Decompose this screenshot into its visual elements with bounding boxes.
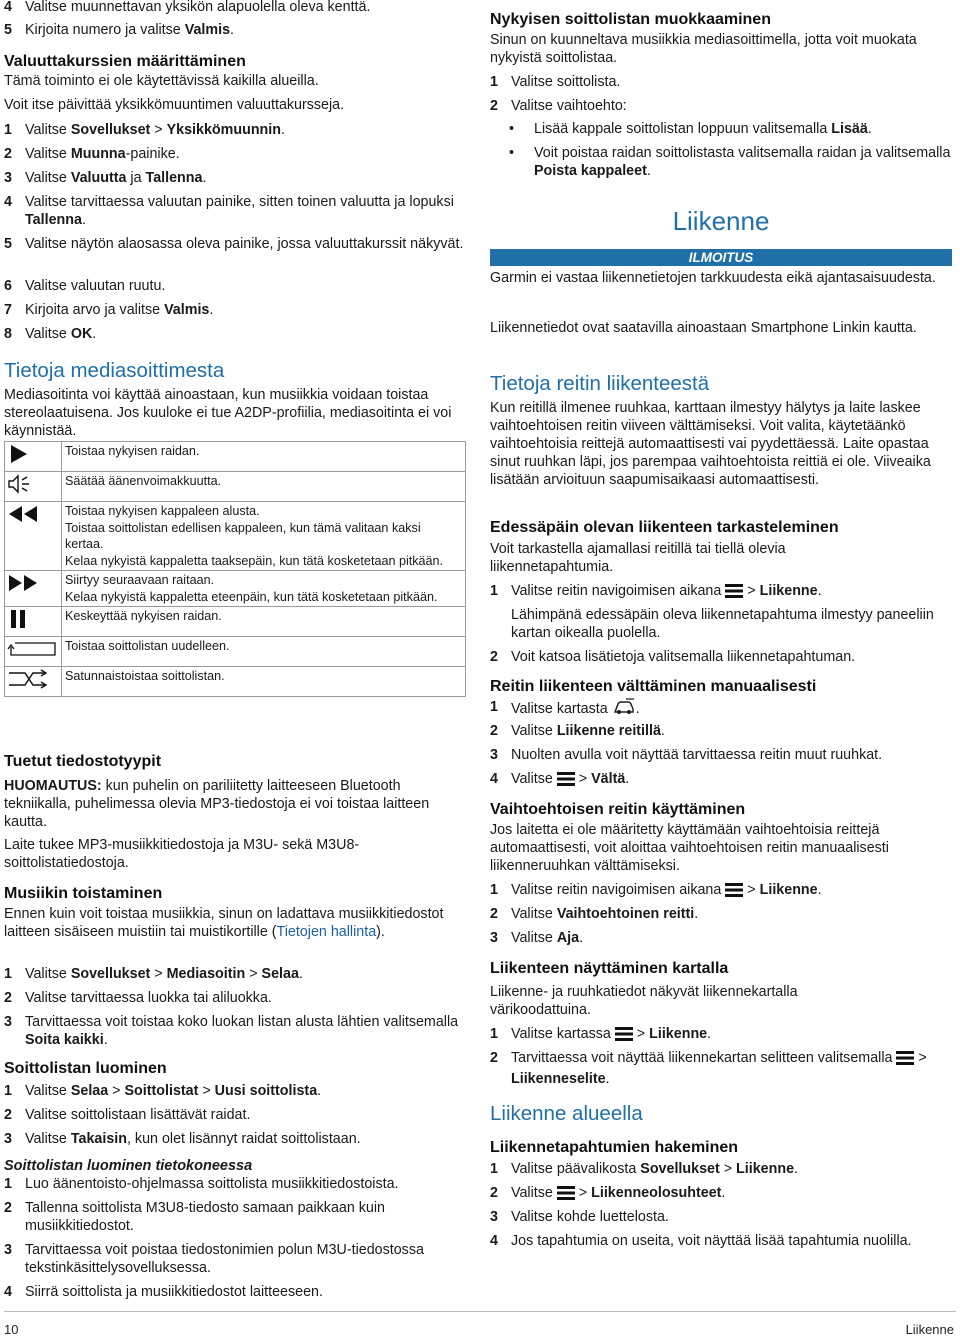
- list-item: 1 Valitse kartassa > Liikenne.: [490, 1025, 952, 1046]
- pause-icon[interactable]: [7, 608, 59, 630]
- control-description: Toistaa soittolistan uudelleen.: [65, 639, 230, 653]
- paragraph: Liikennetiedot ovat saatavilla ainoastaan Smartphone Linkin kautta.: [490, 320, 917, 336]
- list-item: 2 Valitse tarvittaessa luokka tai aliluokka.: [4, 990, 272, 1006]
- list-item: 3 Valitse Takaisin, kun olet lisännyt raidat soittolistaan.: [4, 1131, 361, 1147]
- list-item: 2 Valitse Muunna-painike.: [4, 146, 180, 162]
- icon-cell: [5, 571, 62, 607]
- list-item: 1 Valitse Sovellukset > Yksikkömuunnin.: [4, 122, 285, 138]
- list-item: 5 Kirjoita numero ja valitse Valmis.: [4, 22, 235, 38]
- notice-banner: ILMOITUS: [490, 249, 952, 266]
- list-item: 1 Valitse kartasta .: [490, 698, 952, 721]
- table-row: [5, 442, 466, 472]
- description-cell: [62, 667, 466, 697]
- controls-table: [4, 441, 466, 697]
- icon-cell: [5, 667, 62, 697]
- control-description: Toistaa nykyisen raidan.: [65, 444, 200, 458]
- list-item: 1 Luo äänentoisto-ohjelmassa soittolista musiikkitiedostoista.: [4, 1176, 399, 1192]
- list-item: 3 Valitse kohde luettelosta.: [490, 1209, 669, 1225]
- control-description: Kelaa nykyistä kappaletta eteenpäin, kun tätä kosketetaan pitkään.: [65, 589, 438, 604]
- section-heading: Liikennetapahtumien hakeminen: [490, 1139, 739, 1156]
- control-description: Kelaa nykyistä kappaletta taaksepäin, kun tätä kosketetaan pitkään.: [65, 553, 444, 568]
- section-heading: Reitin liikenteen välttäminen manuaalisesti: [490, 678, 817, 695]
- table-row: [5, 502, 466, 571]
- bullet-item: • Lisää kappale soittolistan loppuun valitsemalla Lisää.: [490, 120, 952, 138]
- repeat-icon[interactable]: [7, 638, 59, 660]
- note-paragraph: HUOMAUTUS: kun puhelin on pariliitetty laitteeseen Bluetooth tekniikalla, puhelimessa olevia MP3-tiedostoja ei voi toistaa laitteen kautta.: [4, 778, 430, 830]
- paragraph: Ennen kuin voit toistaa musiikkia, sinun on ladattava musiikkitiedostot laitteen sisäiseen muistiin tai muistikortille (Tietojen hallinta).: [4, 906, 444, 940]
- section-heading: Tietoja mediasoittimesta: [4, 359, 225, 382]
- paragraph: Kun reitillä ilmenee ruuhkaa, karttaan ilmestyy hälytys ja laite laskee vaihtoehtoisen reitin viiveen välttämiseksi. Voit valita, käytetäänkö vaihtoehtoisia reittejä automaattisesti vai pyydettäessä. Laite opastaa sinut ruuhkan läpi, jos parempaa vaihtoehtoista reittiä ei ole. Viiveaika lisätään arvioituun saapumisaikaasi automaattisesti.: [490, 400, 931, 488]
- table-row: [5, 667, 466, 697]
- list-item: 2 Tallenna soittolista M3U8-tiedosto samaan paikkaan kuin musiikkitiedostot.: [4, 1200, 386, 1234]
- paragraph: Voit tarkastella ajamallasi reitillä tai tiellä olevia liikennetapahtumia.: [490, 541, 786, 575]
- list-item: 5 Valitse näytön alaosassa oleva painike, jossa valuuttakurssit näkyvät.: [4, 236, 464, 252]
- list-item: 4 Valitse tarvittaessa valuutan painike, sitten toinen valuutta ja lopuksi Tallenna.: [4, 194, 454, 228]
- control-description: Keskeyttää nykyisen raidan.: [65, 609, 222, 623]
- list-item: 2 Valitse Vaihtoehtoinen reitti.: [490, 906, 699, 922]
- list-item: 1 Valitse Selaa > Soittolistat > Uusi soittolista.: [4, 1083, 322, 1099]
- list-item: 3 Valitse Valuutta ja Tallenna.: [4, 170, 207, 186]
- list-item: 7 Kirjoita arvo ja valitse Valmis.: [4, 302, 214, 318]
- list-item: 1 Valitse päävalikosta Sovellukset > Liikenne.: [490, 1161, 799, 1177]
- footer-divider: [4, 1311, 956, 1312]
- icon-cell: [5, 637, 62, 667]
- menu-icon[interactable]: [557, 1186, 575, 1205]
- section-heading: Musiikin toistaminen: [4, 885, 163, 902]
- list-item: 3 Valitse Aja.: [490, 930, 584, 946]
- paragraph: Sinun on kuunneltava musiikkia mediasoittimella, jotta voit muokata nykyistä soittolistaa.: [490, 32, 917, 66]
- fast-forward-icon[interactable]: [7, 572, 59, 594]
- section-heading: Tietoja reitin liikenteestä: [490, 372, 710, 395]
- list-item: 2 Valitse Liikenne reitillä.: [490, 723, 665, 739]
- menu-icon[interactable]: [725, 584, 743, 603]
- list-item: 2 Valitse > Liikenneolosuhteet.: [490, 1184, 952, 1205]
- description-cell: [62, 472, 466, 502]
- icon-cell: [5, 502, 62, 571]
- paragraph: Mediasoitinta voi käyttää ainoastaan, kun musiikkia voidaan toistaa stereolaatuisena. Jos kuuloke ei tue A2DP-profiilia, mediasoitinta ei voi käynnistää.: [4, 387, 452, 439]
- list-item: 3 Tarvittaessa voit poistaa tiedostonimien polun M3U-tiedostossa tekstinkäsittelysovelluksessa.: [4, 1242, 424, 1276]
- data-management-link[interactable]: Tietojen hallinta: [276, 924, 377, 940]
- section-heading: Edessäpäin olevan liikenteen tarkasteleminen: [490, 519, 839, 536]
- page-number: 10: [4, 1322, 19, 1337]
- table-row: [5, 607, 466, 637]
- list-item: 8 Valitse OK.: [4, 326, 97, 342]
- chapter-title: Liikenne: [672, 206, 770, 236]
- list-item: 4 Valitse > Vältä.: [490, 770, 952, 791]
- section-heading: Liikenne alueella: [490, 1102, 643, 1125]
- paragraph: Tämä toiminto ei ole käytettävissä kaikilla alueilla.: [4, 73, 319, 89]
- icon-cell: [5, 472, 62, 502]
- table-row: [5, 571, 466, 607]
- section-heading: Soittolistan luominen: [4, 1060, 167, 1077]
- list-item: 4 Valitse muunnettavan yksikön alapuolella oleva kenttä.: [4, 0, 371, 15]
- section-heading: Vaihtoehtoisen reitin käyttäminen: [490, 801, 746, 818]
- description-cell: [62, 607, 466, 637]
- list-item: 3 Tarvittaessa voit toistaa koko luokan listan alusta lähtien valitsemalla Soita kaikki.: [4, 1014, 459, 1048]
- menu-icon[interactable]: [725, 883, 743, 902]
- control-description: Siirtyy seuraavaan raitaan.: [65, 573, 215, 587]
- menu-icon[interactable]: [557, 772, 575, 791]
- paragraph: Voit itse päivittää yksikkömuuntimen valuuttakursseja.: [4, 97, 345, 113]
- control-description: Säätää äänenvoimakkuutta.: [65, 474, 222, 488]
- control-description: Satunnaistoistaa soittolistan.: [65, 669, 225, 683]
- table-row: [5, 637, 466, 667]
- list-item: 6 Valitse valuutan ruutu.: [4, 278, 166, 294]
- footer-section-name: Liikenne: [905, 1322, 954, 1337]
- volume-icon[interactable]: [7, 473, 59, 495]
- paragraph: Liikenne- ja ruuhkatiedot näkyvät liikennekartalla värikoodattuina.: [490, 984, 798, 1018]
- list-item: 1 Valitse reitin navigoimisen aikana > Liikenne.: [490, 582, 952, 603]
- menu-icon[interactable]: [896, 1051, 914, 1070]
- list-item: 4 Siirrä soittolista ja musiikkitiedostot laitteeseen.: [4, 1284, 323, 1300]
- play-icon[interactable]: [7, 443, 59, 465]
- list-item: 3 Nuolten avulla voit näyttää tarvittaessa reitin muut ruuhkat.: [490, 747, 883, 763]
- section-heading: Tuetut tiedostotyypit: [4, 753, 162, 770]
- section-heading: Liikenteen näyttäminen kartalla: [490, 960, 729, 977]
- description-cell: [62, 442, 466, 472]
- list-item: 2 Valitse soittolistaan lisättävät raidat.: [4, 1107, 251, 1123]
- list-item: 2 Voit katsoa lisätietoja valitsemalla liikennetapahtuman.: [490, 649, 856, 665]
- traffic-icon[interactable]: [612, 698, 636, 721]
- paragraph: Lähimpänä edessäpäin oleva liikennetapahtuma ilmestyy paneeliin kartan oikealla puolella.: [511, 607, 934, 641]
- paragraph: Laite tukee MP3-musiikkitiedostoja ja M3U- sekä M3U8-soittolistatiedostoja.: [4, 837, 360, 871]
- list-item: 2 Valitse vaihtoehto:: [490, 98, 627, 114]
- list-item: 1 Valitse soittolista.: [490, 74, 621, 90]
- section-heading: Soittolistan luominen tietokoneessa: [4, 1158, 253, 1174]
- shuffle-icon[interactable]: [7, 668, 59, 690]
- rewind-icon[interactable]: [7, 503, 59, 525]
- description-cell: [62, 637, 466, 667]
- control-description: Toistaa nykyisen kappaleen alusta.: [65, 504, 260, 518]
- description-cell: [62, 571, 466, 607]
- paragraph: Garmin ei vastaa liikennetietojen tarkkuudesta eikä ajantasaisuudesta.: [490, 270, 936, 286]
- list-item: 4 Jos tapahtumia on useita, voit näyttää lisää tapahtumia nuolilla.: [490, 1233, 912, 1249]
- list-item: 1 Valitse reitin navigoimisen aikana > Liikenne.: [490, 881, 952, 902]
- paragraph: Jos laitetta ei ole määritetty käyttämään vaihtoehtoisia reittejä automaattisesti, voit aloittaa vaihtoehtoisen reitin manuaalisesti liikenneruuhkan välttämiseksi.: [490, 822, 889, 874]
- icon-cell: [5, 607, 62, 637]
- bullet-item: • Voit poistaa raidan soittolistasta valitsemalla raidan ja valitsemalla Poista kappaleet.: [490, 144, 952, 180]
- icon-cell: [5, 442, 62, 472]
- section-heading: Nykyisen soittolistan muokkaaminen: [490, 11, 771, 28]
- description-cell: [62, 502, 466, 571]
- section-heading: Valuuttakurssien määrittäminen: [4, 53, 246, 70]
- menu-icon[interactable]: [615, 1027, 633, 1046]
- list-item: 1 Valitse Sovellukset > Mediasoitin > Selaa.: [4, 966, 303, 982]
- table-row: [5, 472, 466, 502]
- list-item: 2 Tarvittaessa voit näyttää liikennekartan selitteen valitsemalla > Liikenneselite.: [490, 1050, 927, 1087]
- control-description: Toistaa soittolistan edellisen kappaleen, kun tämä valitaan kaksi kertaa.: [65, 520, 421, 551]
